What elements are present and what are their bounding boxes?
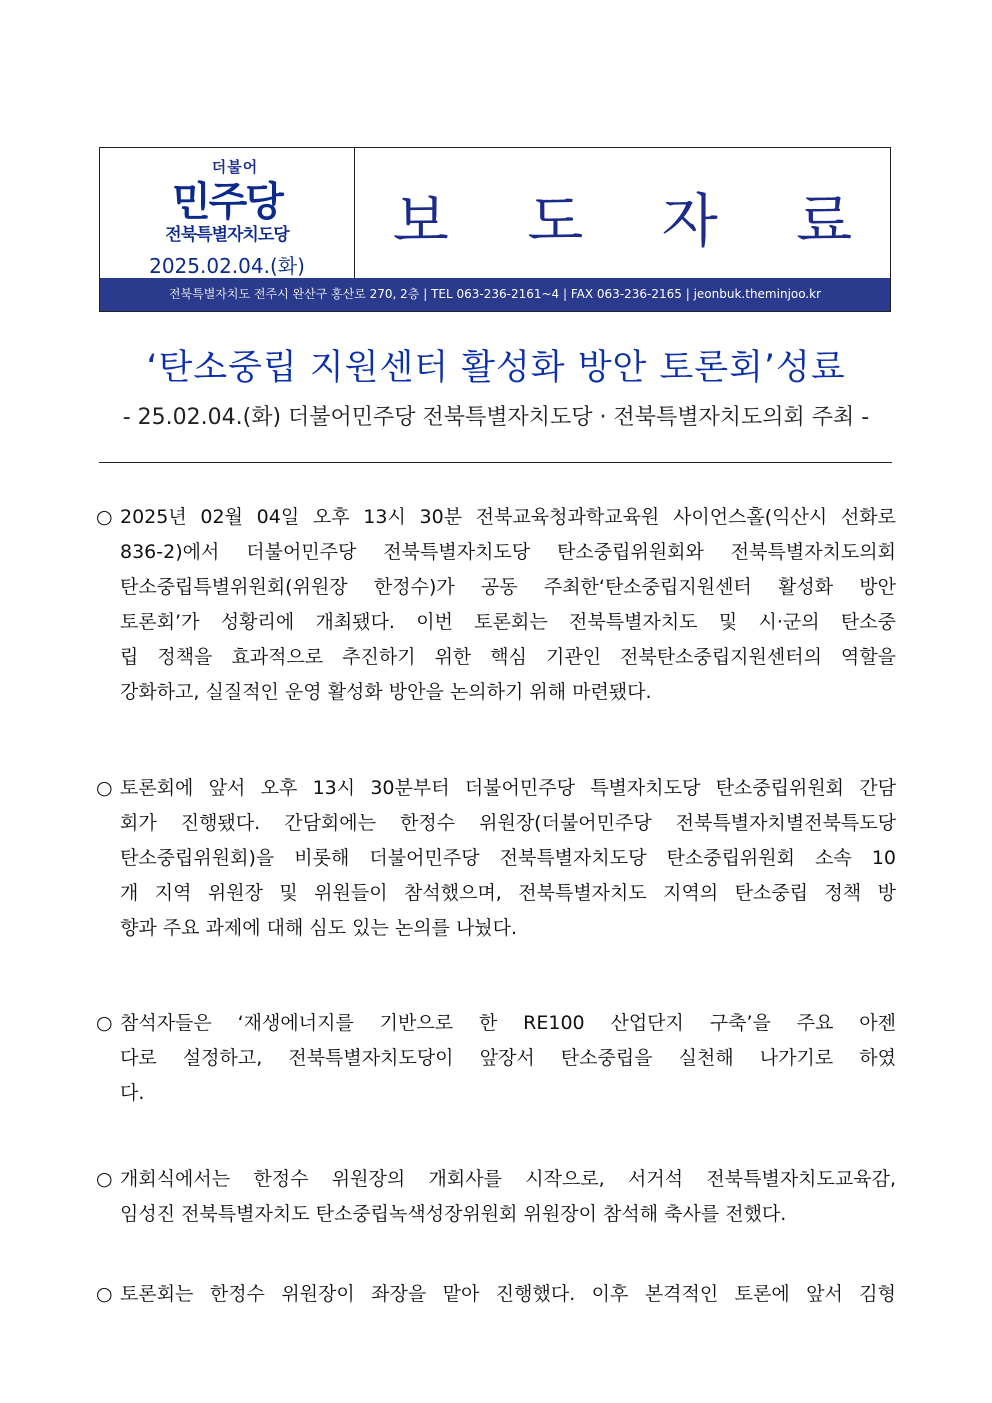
paragraph-body — [120, 1006, 896, 1111]
paragraph-body — [120, 1162, 896, 1232]
paragraph-4 — [96, 1162, 896, 1232]
paragraph-line: 다. — [120, 1082, 145, 1104]
document-title-cell — [355, 148, 890, 278]
paragraph-body — [120, 771, 896, 946]
logo-main-text: 민주당 — [172, 179, 282, 225]
paragraph-line: 탄소중립특별위원회(위원장 한정수)가 공동 주최한‘탄소중립지원센터 활성화 방안 — [120, 576, 896, 598]
paragraph-line: 탄소중립위원회)을 비롯해 더불어민주당 전북특별자치도당 탄소중립위원회 소속 10 — [120, 847, 896, 869]
paragraph-line: 토론회에 앞서 오후 13시 30분부터 더불어민주당 특별자치도당 탄소중립위원회 간담 — [120, 777, 896, 799]
logo-small-text: 더불어 — [211, 158, 259, 176]
paragraph-line: 토론회는 한정수 위원장이 좌장을 맡아 진행했다. 이후 본격적인 토론에 앞서 김형 — [120, 1283, 896, 1305]
paragraph-1 — [96, 500, 896, 710]
bullet-circle-icon: ○ — [96, 1168, 113, 1190]
paragraph-body — [120, 500, 896, 710]
paragraph-line: 임성진 전북특별자치도 탄소중립녹색성장위원회 위원장이 참석해 축사를 전했다. — [120, 1203, 787, 1225]
logo-region-text: 전북특별자치도당 — [165, 225, 289, 245]
paragraph-5 — [96, 1277, 896, 1312]
bullet-circle-icon: ○ — [96, 1283, 113, 1305]
paragraph-2 — [96, 771, 896, 946]
paragraph-line: 개 지역 위원장 및 위원들이 참석했으며, 전북특별자치도 지역의 탄소중립 정책 방 — [120, 882, 896, 904]
paragraph-line: 참석자들은 ‘재생에너지를 기반으로 한 RE100 산업단지 구축’을 주요 아젠 — [120, 1012, 896, 1034]
paragraph-line: 836-2)에서 더불어민주당 전북특별자치도당 탄소중립위원회와 전북특별자치도의회 — [120, 541, 896, 563]
paragraph-3 — [96, 1006, 896, 1111]
divider — [99, 462, 892, 463]
bullet-circle-icon: ○ — [96, 1012, 113, 1034]
press-release-header — [99, 147, 891, 312]
bullet-circle-icon: ○ — [96, 506, 113, 528]
paragraph-line: 회가 진행됐다. 간담회에는 한정수 위원장(더불어민주당 전북특별자치별전북특도당 — [120, 812, 896, 834]
party-logo — [100, 148, 355, 278]
release-date: 2025.02.04.(화) — [149, 254, 305, 278]
paragraph-body — [120, 1277, 896, 1312]
paragraph-line: 향과 주요 과제에 대해 심도 있는 논의를 나눴다. — [120, 917, 518, 939]
paragraph-line: 다로 설정하고, 전북특별자치도당이 앞장서 탄소중립을 실천해 나가기로 하였 — [120, 1047, 896, 1069]
document-title: 보 도 자 료 — [392, 187, 883, 255]
paragraph-line: 립 정책을 효과적으로 추진하기 위한 핵심 기관인 전북탄소중립지원센터의 역할을 — [120, 646, 896, 668]
contact-info-bar: 전북특별자치도 전주시 완산구 홍산로 270, 2층 | TEL 063-236-2161~4 | FAX 063-236-2165 | jeonbuk.theminjoo.kr — [100, 278, 890, 311]
paragraph-line: 토론회’가 성황리에 개최됐다. 이번 토론회는 전북특별자치도 및 시·군의 탄소중 — [120, 611, 896, 633]
paragraph-line: 강화하고, 실질적인 운영 활성화 방안을 논의하기 위해 마련됐다. — [120, 681, 652, 703]
bullet-circle-icon: ○ — [96, 777, 113, 799]
paragraph-line: 2025년 02월 04일 오후 13시 30분 전북교육청과학교육원 사이언스홀(익산시 선화로 — [120, 506, 896, 528]
subheadline: - 25.02.04.(화) 더불어민주당 전북특별자치도당 · 전북특별자치도의회 주최 - — [122, 405, 870, 430]
paragraph-line: 개회식에서는 한정수 위원장의 개회사를 시작으로, 서거석 전북특별자치도교육감, — [120, 1168, 896, 1190]
headline: ‘탄소중립 지원센터 활성화 방안 토론회’성료 — [146, 348, 846, 388]
